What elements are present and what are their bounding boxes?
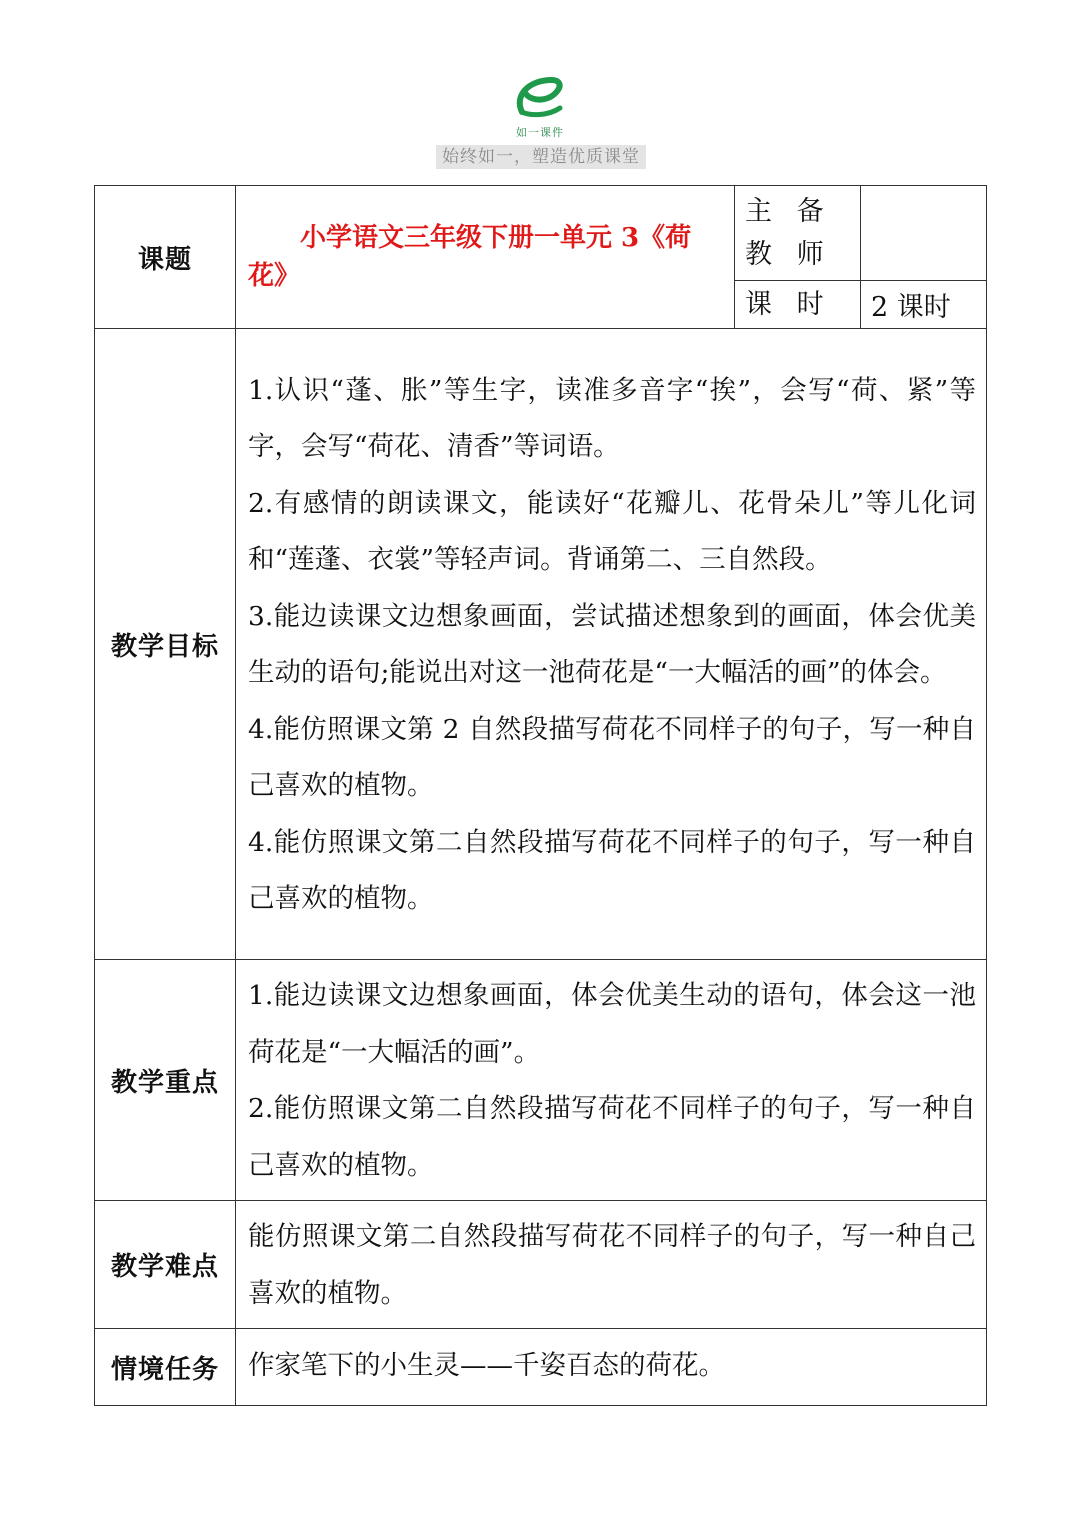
logo-text: 如一课件 [516, 126, 564, 139]
teacher-label: 主 备 教 师 [735, 186, 861, 281]
task-label: 情境任务 [95, 1329, 236, 1406]
tagline: 始终如一，塑造优质课堂 [436, 145, 646, 169]
key-point-item: 1.能边读课文边想象画面，体会优美生动的语句，体会这一池荷花是“一大幅活的画”。 [248, 980, 976, 1068]
difficulty-content [236, 1201, 987, 1329]
goal-item: 2.有感情的朗读课文，能读好“花瓣儿、花骨朵儿”等儿化词和“莲蓬、衣裳”等轻声词。背诵第二、三自然段。 [248, 487, 976, 575]
task-content [236, 1329, 987, 1406]
table-row [95, 960, 987, 1201]
leaf-logo-icon [500, 72, 580, 124]
goals-label: 教学目标 [95, 329, 236, 960]
key-points-label: 教学重点 [95, 960, 236, 1201]
task-text: 作家笔下的小生灵——千姿百态的荷花。 [248, 1349, 725, 1381]
table-row [95, 329, 987, 960]
lesson-plan-table [94, 185, 987, 1406]
goal-item: 4.能仿照课文第 2 自然段描写荷花不同样子的句子，写一种自己喜欢的植物。 [248, 713, 976, 801]
logo [500, 72, 580, 144]
period-label: 课 时 [735, 281, 861, 329]
period-value: 2 课时 [861, 281, 987, 329]
difficulty-text: 能仿照课文第二自然段描写荷花不同样子的句子，写一种自己喜欢的植物。 [248, 1221, 976, 1309]
goals-content [236, 329, 987, 960]
goal-item: 1.认识“蓬、胀”等生字，读准多音字“挨”，会写“荷、紧”等字，会写“荷花、清香”等词语。 [248, 374, 976, 462]
lesson-title: 小学语文三年级下册一单元 3《荷花》 [236, 186, 735, 329]
goal-item: 4.能仿照课文第二自然段描写荷花不同样子的句子，写一种自己喜欢的植物。 [248, 826, 976, 914]
goal-item: 3.能边读课文边想象画面，尝试描述想象到的画面，体会优美生动的语句;能说出对这一池荷花是“一大幅活的画”的体会。 [248, 600, 976, 688]
difficulty-label: 教学难点 [95, 1201, 236, 1329]
key-point-item: 2.能仿照课文第二自然段描写荷花不同样子的句子，写一种自己喜欢的植物。 [248, 1093, 976, 1181]
table-row [95, 1329, 987, 1406]
key-points-content [236, 960, 987, 1201]
teacher-value [861, 186, 987, 281]
table-row [95, 1201, 987, 1329]
table-row [95, 186, 987, 281]
topic-label: 课题 [95, 186, 236, 329]
